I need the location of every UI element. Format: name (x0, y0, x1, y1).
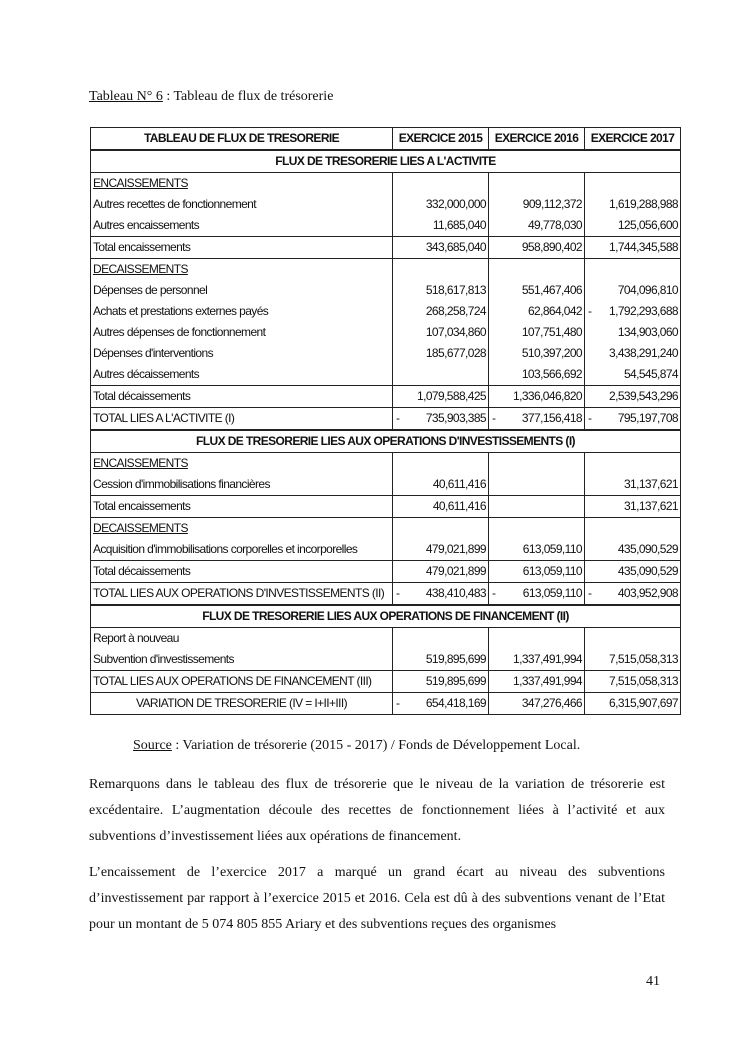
cash-flow-table (90, 127, 681, 715)
minus-sign: - (492, 586, 496, 600)
cell-value: 403,952,908 (617, 586, 678, 600)
table-row (91, 474, 681, 496)
cell-2017: 435,090,529 (585, 539, 681, 561)
table-row (91, 539, 681, 561)
table-source (133, 738, 580, 754)
section-title: FLUX DE TRESORERIE LIES AUX OPERATIONS D'INVESTISSEMENTS (I) (91, 430, 681, 453)
table-header-row (91, 128, 681, 151)
table-row (91, 496, 681, 518)
cell-2017: 1,744,345,588 (585, 237, 681, 259)
section-title: FLUX DE TRESORERIE LIES A L'ACTIVITE (91, 150, 681, 173)
cell-2015: 479,021,899 (393, 561, 489, 583)
row-label: Dépenses de personnel (91, 280, 393, 301)
cell-2017: 1,619,288,988 (585, 194, 681, 215)
cell-2017: 6,315,907,697 (585, 693, 681, 715)
header-2015: EXERCICE 2015 (393, 128, 489, 151)
cell-2016: 1,337,491,994 (489, 671, 585, 693)
cell-2017: 134,903,060 (585, 322, 681, 343)
cell-value: 613,059,110 (522, 586, 582, 600)
caption-text: : Tableau de flux de trésorerie (162, 89, 334, 104)
row-label: Acquisition d'immobilisations corporelles et incorporelles (91, 539, 393, 561)
minus-sign: - (588, 586, 592, 600)
caption-label: Tableau N° 6 (89, 89, 163, 104)
row-label: VARIATION DE TRESORERIE (IV = I+II+III) (91, 693, 393, 715)
cell-value: 377,156,418 (521, 411, 582, 425)
cell-2015: 1,079,588,425 (393, 386, 489, 408)
table-row (91, 386, 681, 408)
paragraph-2: L’encaissement de l’exercice 2017 a marqué un grand écart au niveau des subventions d’investissement par rapport à l’exercice 2015 et 2016. Cela est dû à des subventions venant de l’Etat pour un montant de 5 074 805 855 Ariary et des subventions reçues des organismes (89, 865, 665, 932)
row-label: Subvention d'investissements (91, 649, 393, 671)
cell-2016: 103,566,692 (489, 364, 585, 386)
header-2016: EXERCICE 2016 (489, 128, 585, 151)
table-row (91, 237, 681, 259)
cell-2015: 519,895,699 (393, 649, 489, 671)
table-row (91, 343, 681, 364)
source-text: : Variation de trésorerie (2015 - 2017) / Fonds de Développement Local. (171, 738, 581, 753)
cell-2017: 31,137,621 (585, 474, 681, 496)
minus-sign: - (588, 304, 592, 318)
row-label: TOTAL LIES AUX OPERATIONS D'INVESTISSEMENTS (II) (91, 583, 393, 606)
table-row (91, 259, 681, 281)
paragraph-1: Remarquons dans le tableau des flux de trésorerie que le niveau de la variation de trésorerie est excédentaire. L’augmentation découle des recettes de fonctionnement liées à l’activité et aux subventions d’investissement liées aux opérations de financement. (89, 777, 665, 844)
row-label: TOTAL LIES AUX OPERATIONS DE FINANCEMENT (III) (91, 671, 393, 693)
table-row (91, 453, 681, 475)
cell-2017: 7,515,058,313 (585, 649, 681, 671)
cell-2015: 343,685,040 (393, 237, 489, 259)
cell-value: 795,197,708 (617, 411, 678, 425)
row-label: Autres recettes de fonctionnement (91, 194, 393, 215)
cell-value: 1,792,293,688 (609, 304, 678, 318)
cell-value: 438,410,483 (425, 586, 486, 600)
cell-2016: 1,337,491,994 (489, 649, 585, 671)
page-number: 41 (646, 974, 660, 989)
table-row (91, 194, 681, 215)
table-row (91, 518, 681, 540)
cell-2015: 518,617,813 (393, 280, 489, 301)
cell-2015-negative (393, 583, 489, 606)
row-label: ENCAISSEMENTS (91, 173, 393, 195)
table-row (91, 173, 681, 195)
row-label: Autres décaissements (91, 364, 393, 386)
cell-2015: 40,611,416 (393, 496, 489, 518)
cell-2016 (489, 474, 585, 496)
cell-2016: 551,467,406 (489, 280, 585, 301)
cell-2015: 185,677,028 (393, 343, 489, 364)
cell-2015: 268,258,724 (393, 301, 489, 322)
table-row (91, 322, 681, 343)
cell-2017: 31,137,621 (585, 496, 681, 518)
cell-2016-negative (489, 583, 585, 606)
row-label: Autres dépenses de fonctionnement (91, 322, 393, 343)
cell-2016: 909,112,372 (489, 194, 585, 215)
row-label: Total décaissements (91, 561, 393, 583)
cell-2016: 62,864,042 (489, 301, 585, 322)
table-row (91, 408, 681, 431)
minus-sign: - (396, 586, 400, 600)
table-row (91, 628, 681, 650)
row-label: Autres encaissements (91, 215, 393, 237)
table-row (91, 671, 681, 693)
row-label: DECAISSEMENTS (91, 518, 393, 540)
row-label: Achats et prestations externes payés (91, 301, 393, 322)
cell-2017: 3,438,291,240 (585, 343, 681, 364)
minus-sign: - (396, 411, 400, 425)
minus-sign: - (492, 411, 496, 425)
cell-2016 (489, 496, 585, 518)
row-label: Dépenses d'interventions (91, 343, 393, 364)
cell-2016: 107,751,480 (489, 322, 585, 343)
minus-sign: - (588, 411, 592, 425)
row-label: DECAISSEMENTS (91, 259, 393, 281)
cell-2016: 49,778,030 (489, 215, 585, 237)
table-caption (89, 89, 333, 105)
cell-2015: 479,021,899 (393, 539, 489, 561)
cell-2016-negative (489, 408, 585, 431)
table-row (91, 301, 681, 322)
cell-2015: 107,034,860 (393, 322, 489, 343)
section-title: FLUX DE TRESORERIE LIES AUX OPERATIONS DE FINANCEMENT (II) (91, 605, 681, 628)
table-row (91, 215, 681, 237)
cell-2015 (393, 364, 489, 386)
header-2017: EXERCICE 2017 (585, 128, 681, 151)
cell-2017-negative (585, 408, 681, 431)
cell-2015: 519,895,699 (393, 671, 489, 693)
cell-2015: 11,685,040 (393, 215, 489, 237)
cell-2015: 332,000,000 (393, 194, 489, 215)
cell-2015-negative (393, 693, 489, 715)
cell-2016: 347,276,466 (489, 693, 585, 715)
cell-2017: 125,056,600 (585, 215, 681, 237)
row-label: Total décaissements (91, 386, 393, 408)
cell-2015-negative (393, 408, 489, 431)
cell-2015: 40,611,416 (393, 474, 489, 496)
row-label: Report à nouveau (91, 628, 393, 650)
row-label: Cession d'immobilisations financières (91, 474, 393, 496)
minus-sign: - (396, 696, 400, 710)
cell-2017-negative (585, 301, 681, 322)
row-label: ENCAISSEMENTS (91, 453, 393, 475)
cell-2017: 7,515,058,313 (585, 671, 681, 693)
cell-2017-negative (585, 583, 681, 606)
cell-2017: 2,539,543,296 (585, 386, 681, 408)
cell-2016: 613,059,110 (489, 561, 585, 583)
table-row (91, 649, 681, 671)
header-title: TABLEAU DE FLUX DE TRESORERIE (91, 128, 393, 151)
section-activite (91, 150, 681, 173)
cell-2016: 510,397,200 (489, 343, 585, 364)
row-label: TOTAL LIES A L'ACTIVITE (I) (91, 408, 393, 431)
table-row (91, 280, 681, 301)
cell-value: 735,903,385 (425, 411, 486, 425)
row-label: Total encaissements (91, 237, 393, 259)
section-investissement (91, 430, 681, 453)
table-row (91, 364, 681, 386)
table-row (91, 561, 681, 583)
source-label: Source (133, 738, 172, 753)
section-financement (91, 605, 681, 628)
table-row (91, 693, 681, 715)
table-row (91, 583, 681, 606)
cell-2017: 704,096,810 (585, 280, 681, 301)
cell-2017: 54,545,874 (585, 364, 681, 386)
row-label: Total encaissements (91, 496, 393, 518)
cell-value: 654,418,169 (425, 696, 486, 710)
cell-2017: 435,090,529 (585, 561, 681, 583)
cell-2016: 958,890,402 (489, 237, 585, 259)
cell-2016: 1,336,046,820 (489, 386, 585, 408)
cell-2016: 613,059,110 (489, 539, 585, 561)
